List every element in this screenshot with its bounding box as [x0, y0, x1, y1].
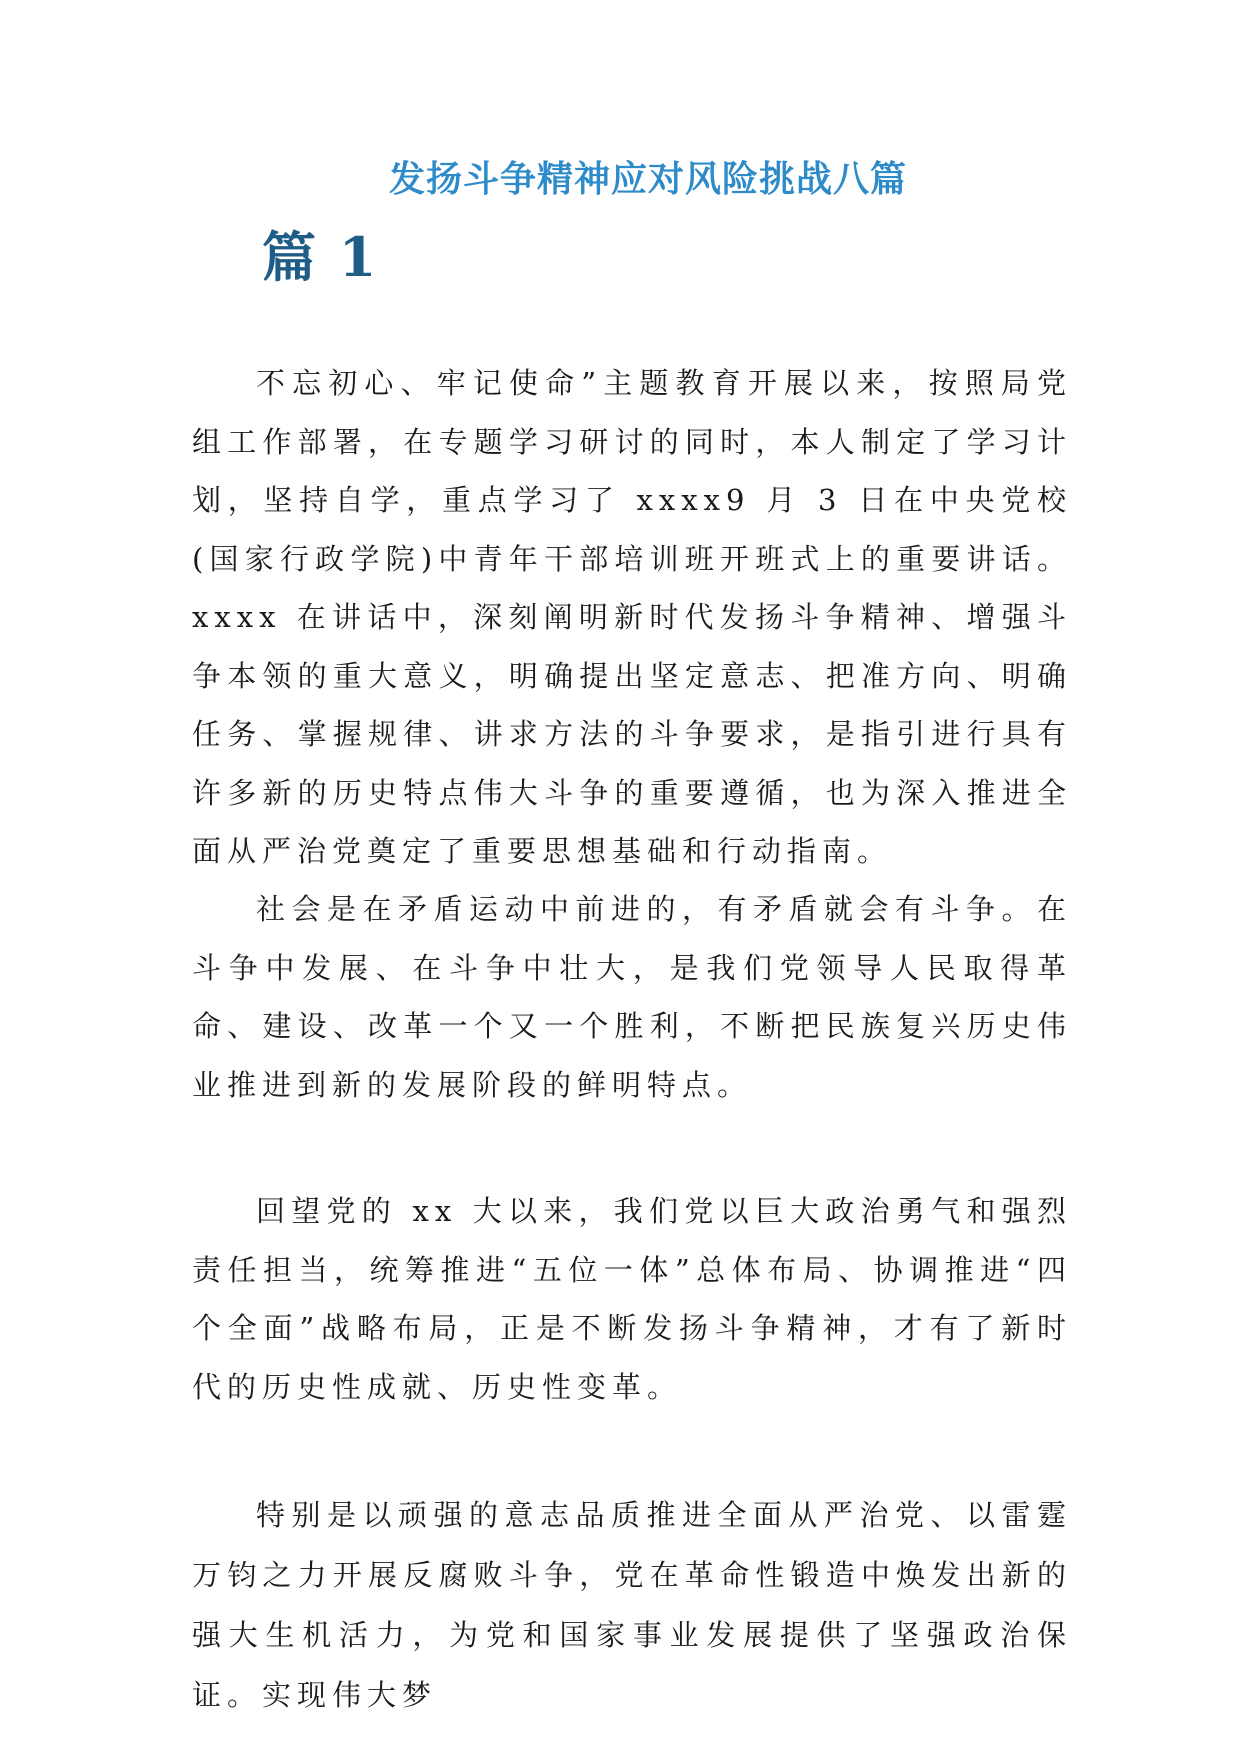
body-paragraph-3: 回望党的 xx 大以来，我们党以巨大政治勇气和强烈责任担当，统筹推进“五位一体”总体布局、协调推进“四个全面”战略布局，正是不断发扬斗争精神，才有了新时代的历史性成就、历史性变革。: [192, 1194, 1072, 1404]
body-paragraph-4: 特别是以顽强的意志品质推进全面从严治党、以雷霆万钧之力开展反腐败斗争，党在革命性锻造中焕发出新的强大生机活力，为党和国家事业发展提供了坚强政治保证。实现伟大梦: [192, 1498, 1072, 1712]
document-title: 发扬斗争精神应对风险挑战八篇: [388, 159, 907, 200]
body-paragraph-1: 不忘初心、牢记使命”主题教育开展以来，按照局党组工作部署，在专题学习研讨的同时，本人制定了学习计划，坚持自学，重点学习了 xxxx9 月 3 日在中央党校(国家行政学院)中青年干部培训班开班式上的重要讲话。xxxx 在讲话中，深刻阐明新时代发扬斗争精神、增强斗争本领的重大意义，明确提出坚定意志、把准方向、明确任务、掌握规律、讲求方法的斗争要求，是指引进行具有许多新的历史特点伟大斗争的重要遵循，也为深入推进全面从严治党奠定了重要思想基础和行动指南。: [192, 366, 1072, 868]
body-paragraph-2: 社会是在矛盾运动中前进的，有矛盾就会有斗争。在斗争中发展、在斗争中壮大，是我们党领导人民取得革命、建设、改革一个又一个胜利，不断把民族复兴历史伟业推进到新的发展阶段的鲜明特点。: [192, 892, 1072, 1102]
section-heading: 篇 1: [262, 225, 379, 289]
